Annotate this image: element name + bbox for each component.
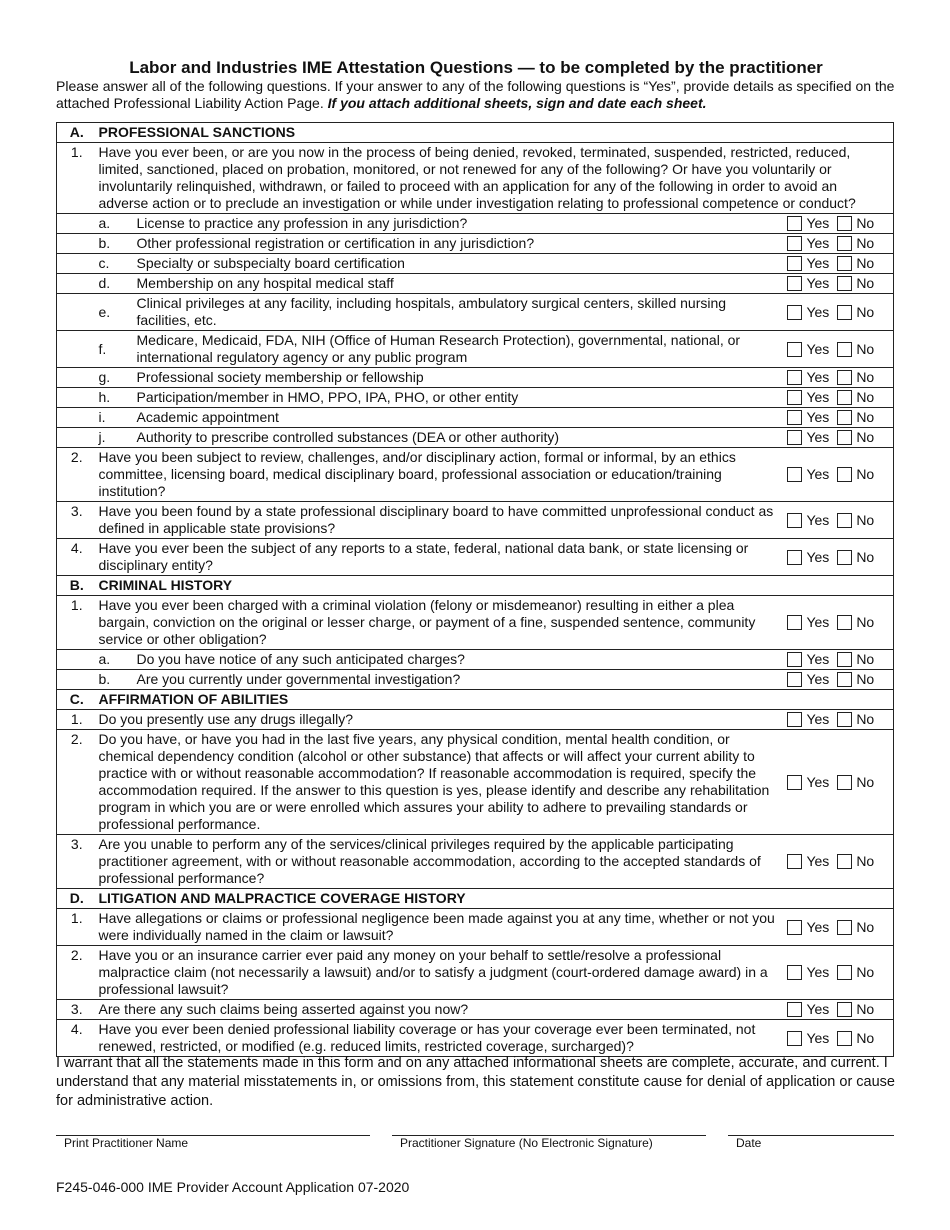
subquestion-text: Professional society membership or fellowship	[135, 368, 784, 388]
yes-checkbox[interactable]	[787, 390, 802, 405]
no-checkbox[interactable]	[837, 236, 852, 251]
yes-checkbox[interactable]	[787, 1002, 802, 1017]
yes-no-group	[783, 1020, 893, 1057]
section-title: LITIGATION AND MALPRACTICE COVERAGE HISTORY	[97, 889, 894, 909]
yes-checkbox[interactable]	[787, 410, 802, 425]
no-label: No	[856, 548, 875, 565]
yes-checkbox[interactable]	[787, 672, 802, 687]
no-checkbox[interactable]	[837, 467, 852, 482]
no-label: No	[856, 1029, 875, 1046]
subquestion-letter: a.	[97, 650, 135, 670]
subquestion-letter: i.	[97, 408, 135, 428]
form-title: Labor and Industries IME Attestation Questions — to be completed by the practitioner	[129, 58, 823, 77]
question-text: Have you been subject to review, challenges, and/or disciplinary action, formal or informal, by an ethics committee, licensing board, medical disciplinary board, professional association or education/training institution?	[97, 448, 784, 502]
no-checkbox[interactable]	[837, 430, 852, 445]
subquestion-text: Participation/member in HMO, PPO, IPA, PHO, or other entity	[135, 388, 784, 408]
intro-instructions: Please answer all of the following questions. If your answer to any of the following questions is “Yes”, provide details as specified on the attached Professional Liability Action Page.	[56, 78, 895, 111]
question-row	[57, 596, 894, 650]
subquestion-letter: d.	[97, 274, 135, 294]
subquestion-row	[57, 388, 894, 408]
question-row	[57, 909, 894, 946]
yes-no-group	[783, 650, 893, 670]
question-row	[57, 730, 894, 835]
no-label: No	[856, 303, 875, 320]
section-header-d	[57, 889, 894, 909]
no-label: No	[856, 466, 875, 482]
yes-label: Yes	[806, 340, 830, 357]
yes-no-group	[783, 368, 893, 388]
question-number: 4.	[57, 1020, 97, 1057]
no-label: No	[856, 369, 875, 385]
no-checkbox[interactable]	[837, 342, 852, 357]
yes-label: Yes	[806, 235, 830, 251]
question-text: Are you unable to perform any of the services/clinical privileges required by the applicable participating practitioner agreement, with or without reasonable accommodation, according to the accepted standards of professional performance?	[97, 835, 784, 889]
no-checkbox[interactable]	[837, 920, 852, 935]
subquestion-row	[57, 254, 894, 274]
subquestion-row	[57, 650, 894, 670]
yes-label: Yes	[806, 1001, 830, 1017]
yes-checkbox[interactable]	[787, 370, 802, 385]
subquestion-letter: b.	[97, 670, 135, 690]
no-checkbox[interactable]	[837, 854, 852, 869]
subquestion-letter: f.	[97, 331, 135, 368]
question-number: 1.	[57, 909, 97, 946]
subquestion-text: Do you have notice of any such anticipated charges?	[135, 650, 784, 670]
subquestion-letter: h.	[97, 388, 135, 408]
section-title: AFFIRMATION OF ABILITIES	[97, 690, 894, 710]
subquestion-text: Membership on any hospital medical staff	[135, 274, 784, 294]
yes-no-group	[783, 448, 893, 502]
section-header-c	[57, 690, 894, 710]
name-label: Print Practitioner Name	[64, 1136, 189, 1150]
intro-emphasis: If you attach additional sheets, sign and date each sheet.	[327, 95, 707, 111]
yes-checkbox[interactable]	[787, 430, 802, 445]
yes-label: Yes	[806, 466, 830, 482]
subquestion-letter: c.	[97, 254, 135, 274]
section-header-a	[57, 123, 894, 143]
section-label: C.	[57, 690, 97, 710]
question-text: Do you have, or have you had in the last five years, any physical condition, mental health condition, or chemical dependency condition (alcohol or other substance) that affects or will affect your current ability to practice with or without reasonable accommodation? If reasonable accommodation is required, specify the accommodation required. If the answer to this question is yes, please identify and describe any rehabilitation program in which you are or were enrolled which assures your ability to adhere to prevailing standards or professional performance.	[97, 730, 784, 835]
no-checkbox[interactable]	[837, 370, 852, 385]
no-label: No	[856, 409, 875, 425]
question-number: 3.	[57, 502, 97, 539]
question-row	[57, 1000, 894, 1020]
subquestion-letter: b.	[97, 234, 135, 254]
subquestion-row	[57, 408, 894, 428]
subquestion-text: Authority to prescribe controlled substances (DEA or other authority)	[135, 428, 784, 448]
yes-label: Yes	[806, 409, 830, 425]
yes-no-group	[783, 408, 893, 428]
question-row	[57, 710, 894, 730]
subquestion-letter: j.	[97, 428, 135, 448]
yes-checkbox[interactable]	[787, 550, 802, 565]
yes-label: Yes	[806, 773, 830, 790]
yes-no-group	[783, 1000, 893, 1020]
yes-label: Yes	[806, 614, 830, 630]
yes-checkbox[interactable]	[787, 305, 802, 320]
no-checkbox[interactable]	[837, 216, 852, 231]
question-row	[57, 946, 894, 1000]
yes-no-group	[783, 710, 893, 730]
yes-no-group	[783, 274, 893, 294]
yes-checkbox[interactable]	[787, 513, 802, 528]
yes-label: Yes	[806, 711, 830, 727]
yes-label: Yes	[806, 671, 830, 687]
subquestion-row	[57, 274, 894, 294]
warranty-statement: I warrant that all the statements made in this form and on any attached informational sheets are complete, accurate, and current. I understand that any material misstatements in, or omissions from, this statement constitute cause for denial of application or cause for administrative action.	[56, 1055, 895, 1109]
yes-label: Yes	[806, 1029, 830, 1046]
subquestion-row	[57, 294, 894, 331]
no-checkbox[interactable]	[837, 513, 852, 528]
no-checkbox[interactable]	[837, 276, 852, 291]
yes-label: Yes	[806, 255, 830, 271]
yes-checkbox[interactable]	[787, 236, 802, 251]
no-label: No	[856, 511, 875, 528]
question-number: 4.	[57, 539, 97, 576]
yes-no-group	[783, 539, 893, 576]
yes-label: Yes	[806, 275, 830, 291]
section-title: PROFESSIONAL SANCTIONS	[97, 123, 894, 143]
question-row	[57, 835, 894, 889]
question-text: Have you or an insurance carrier ever paid any money on your behalf to settle/resolve a professional malpractice claim (not necessarily a lawsuit) and/or to satisfy a judgment (court-ordered damage award) in a professional lawsuit?	[97, 946, 784, 1000]
subquestion-text: Other professional registration or certification in any jurisdiction?	[135, 234, 784, 254]
subquestion-text: Medicare, Medicaid, FDA, NIH (Office of Human Research Protection), governmental, national, or international regulatory agency or any public program	[135, 331, 784, 368]
question-text: Are there any such claims being asserted against you now?	[97, 1000, 784, 1020]
yes-checkbox[interactable]	[787, 775, 802, 790]
no-label: No	[856, 340, 875, 357]
yes-no-group	[783, 331, 893, 368]
no-label: No	[856, 235, 875, 251]
yes-no-group	[783, 294, 893, 331]
no-label: No	[856, 671, 875, 687]
yes-checkbox[interactable]	[787, 652, 802, 667]
yes-checkbox[interactable]	[787, 342, 802, 357]
question-number: 3.	[57, 835, 97, 889]
no-checkbox[interactable]	[837, 1002, 852, 1017]
subquestion-row	[57, 368, 894, 388]
yes-no-group	[783, 835, 893, 889]
subquestion-letter: e.	[97, 294, 135, 331]
subquestion-text: Specialty or subspecialty board certification	[135, 254, 784, 274]
no-checkbox[interactable]	[837, 775, 852, 790]
no-checkbox[interactable]	[837, 550, 852, 565]
section-label: D.	[57, 889, 97, 909]
section-label: B.	[57, 576, 97, 596]
yes-no-group	[783, 596, 893, 650]
subquestion-row	[57, 234, 894, 254]
no-label: No	[856, 429, 875, 445]
date-label: Date	[736, 1136, 762, 1150]
question-number: 1.	[57, 710, 97, 730]
question-text: Do you presently use any drugs illegally?	[97, 710, 784, 730]
no-checkbox[interactable]	[837, 256, 852, 271]
no-label: No	[856, 215, 875, 231]
question-row	[57, 502, 894, 539]
question-number: 2.	[57, 730, 97, 835]
yes-checkbox[interactable]	[787, 216, 802, 231]
attestation-table	[56, 122, 894, 1057]
yes-checkbox[interactable]	[787, 965, 802, 980]
no-checkbox[interactable]	[837, 672, 852, 687]
yes-label: Yes	[806, 215, 830, 231]
yes-checkbox[interactable]	[787, 467, 802, 482]
yes-checkbox[interactable]	[787, 615, 802, 630]
yes-no-group	[783, 730, 893, 835]
question-number: 3.	[57, 1000, 97, 1020]
yes-label: Yes	[806, 918, 830, 935]
no-checkbox[interactable]	[837, 410, 852, 425]
yes-checkbox[interactable]	[787, 920, 802, 935]
question-row	[57, 448, 894, 502]
subquestion-row	[57, 214, 894, 234]
intro-text	[56, 78, 898, 112]
yes-label: Yes	[806, 389, 830, 405]
yes-checkbox[interactable]	[787, 256, 802, 271]
section-title: CRIMINAL HISTORY	[97, 576, 894, 596]
form-footer: F245-046-000 IME Provider Account Application 07-2020	[56, 1179, 410, 1195]
yes-label: Yes	[806, 511, 830, 528]
yes-label: Yes	[806, 548, 830, 565]
no-label: No	[856, 651, 875, 667]
yes-no-group	[783, 214, 893, 234]
no-label: No	[856, 255, 875, 271]
no-label: No	[856, 1001, 875, 1017]
yes-checkbox[interactable]	[787, 276, 802, 291]
no-label: No	[856, 918, 875, 935]
yes-no-group	[783, 909, 893, 946]
question-number: 2.	[57, 946, 97, 1000]
yes-checkbox[interactable]	[787, 1031, 802, 1046]
no-checkbox[interactable]	[837, 652, 852, 667]
yes-label: Yes	[806, 303, 830, 320]
subquestion-row	[57, 670, 894, 690]
question-text: Have you ever been the subject of any reports to a state, federal, national data bank, or state licensing or disciplinary entity?	[97, 539, 784, 576]
yes-label: Yes	[806, 429, 830, 445]
question-text: Have you been found by a state professional disciplinary board to have committed unprofessional conduct as defined in applicable state provisions?	[97, 502, 784, 539]
yes-no-group	[783, 254, 893, 274]
no-label: No	[856, 964, 875, 980]
yes-checkbox[interactable]	[787, 854, 802, 869]
subquestion-text: Academic appointment	[135, 408, 784, 428]
yes-no-group	[783, 946, 893, 1000]
no-checkbox[interactable]	[837, 615, 852, 630]
no-label: No	[856, 389, 875, 405]
yes-no-group	[783, 670, 893, 690]
question-text: Have you ever been charged with a criminal violation (felony or misdemeanor) resulting in either a plea bargain, conviction on the original or lesser charge, or payment of a fine, suspended sentence, community service or other obligation?	[97, 596, 784, 650]
no-checkbox[interactable]	[837, 712, 852, 727]
question-row	[57, 1020, 894, 1057]
section-header-b	[57, 576, 894, 596]
yes-label: Yes	[806, 369, 830, 385]
subquestion-text: Clinical privileges at any facility, including hospitals, ambulatory surgical centers, skilled nursing facilities, etc.	[135, 294, 784, 331]
question-number: 2.	[57, 448, 97, 502]
yes-no-group	[783, 234, 893, 254]
subquestion-letter: a.	[97, 214, 135, 234]
question-text: Have you ever been, or are you now in the process of being denied, revoked, terminated, suspended, restricted, reduced, limited, sanctioned, placed on probation, monitored, or not renewed for any of the following? Or have you voluntarily or involuntarily relinquished, withdrawn, or failed to proceed with an application for any of the following in order to avoid an adverse action or to preclude an investigation or while under investigation relating to professional competence or conduct?	[97, 143, 894, 214]
question-text: Have allegations or claims or professional negligence been made against you at any time, whether or not you were individually named in the claim or lawsuit?	[97, 909, 784, 946]
no-checkbox[interactable]	[837, 965, 852, 980]
yes-label: Yes	[806, 651, 830, 667]
subquestion-row	[57, 428, 894, 448]
yes-no-group	[783, 502, 893, 539]
subquestion-text: License to practice any profession in any jurisdiction?	[135, 214, 784, 234]
question-row	[57, 539, 894, 576]
section-label: A.	[57, 123, 97, 143]
no-label: No	[856, 614, 875, 630]
question-text: Have you ever been denied professional liability coverage or has your coverage ever been terminated, not renewed, restricted, or modified (e.g. reduced limits, restricted coverage, surcharged)?	[97, 1020, 784, 1057]
no-checkbox[interactable]	[837, 305, 852, 320]
yes-checkbox[interactable]	[787, 712, 802, 727]
yes-label: Yes	[806, 853, 830, 869]
no-checkbox[interactable]	[837, 1031, 852, 1046]
question-number: 1.	[57, 143, 97, 214]
yes-no-group	[783, 428, 893, 448]
subquestion-letter: g.	[97, 368, 135, 388]
no-label: No	[856, 275, 875, 291]
no-checkbox[interactable]	[837, 390, 852, 405]
no-label: No	[856, 711, 875, 727]
signature-label: Practitioner Signature (No Electronic Signature)	[400, 1136, 653, 1150]
question-number: 1.	[57, 596, 97, 650]
question-row	[57, 143, 894, 214]
no-label: No	[856, 773, 875, 790]
no-label: No	[856, 853, 875, 869]
yes-label: Yes	[806, 964, 830, 980]
subquestion-text: Are you currently under governmental investigation?	[135, 670, 784, 690]
yes-no-group	[783, 388, 893, 408]
subquestion-row	[57, 331, 894, 368]
